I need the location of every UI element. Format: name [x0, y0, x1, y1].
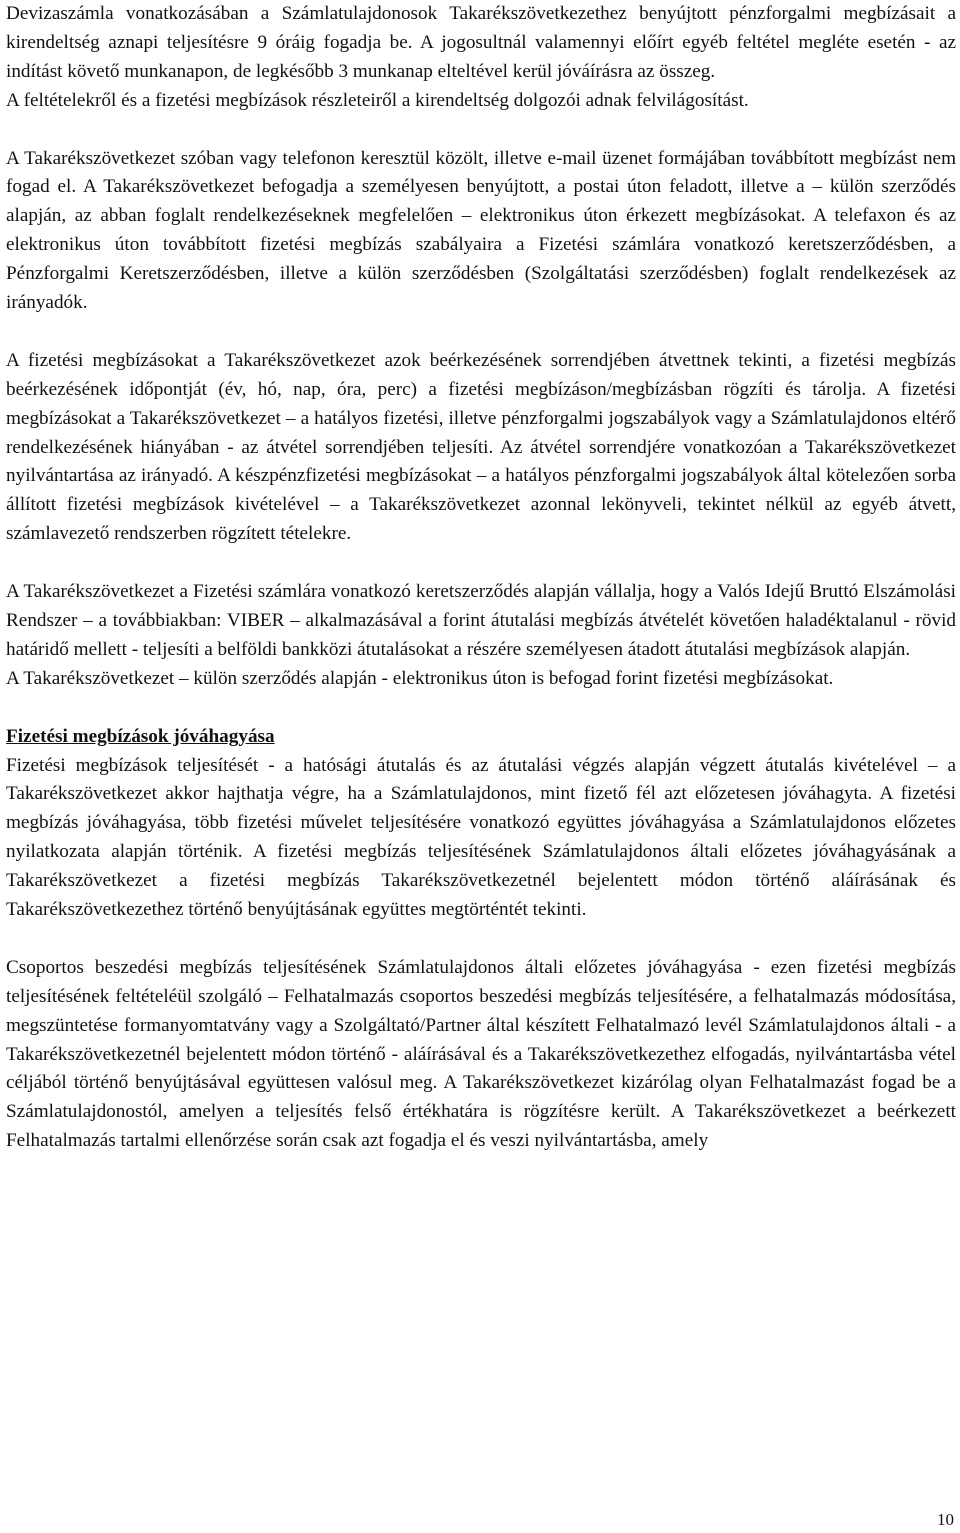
paragraph-accepted-orders: A Takarékszövetkezet szóban vagy telefonon keresztül közölt, illetve e-mail üzenet formájában továbbított megbízást nem fogad el. A Takarékszövetkezet befogadja a személyesen benyújtott, a postai úton feladott, illetve a – külön szerződés alapján, az abban foglalt rendelkezéseknek megfelelően – elektronikus úton érkezett megbízásokat. A telefaxon és az elektronikus úton továbbított fizetési megbízás szabályaira a Fizetési számlára vonatkozó keretszerződésben, a Pénzforgalmi Keretszerződésben, illetve a külön szerződésben (Szolgáltatási szerződésben) foglalt rendelkezések az irányadók.	[6, 147, 956, 314]
paragraph-electronic-orders: A Takarékszövetkezet – külön szerződés alapján - elektronikus úton is befogad forint fizetési megbízásokat.	[6, 667, 834, 689]
paragraph-branch-information: A feltételekről és a fizetési megbízások részleteiről a kirendeltség dolgozói adnak felvilágosítást.	[6, 89, 749, 111]
section-heading: Fizetési megbízások jóváhagyása	[6, 725, 275, 747]
paragraph-spacer	[6, 549, 956, 578]
paragraph-spacer	[6, 318, 956, 347]
document-page	[6, 0, 956, 1156]
paragraph-spacer	[6, 116, 956, 145]
paragraph-spacer	[6, 694, 956, 723]
paragraph-foreign-currency-account: Devizaszámla vonatkozásában a Számlatulajdonosok Takarékszövetkezethez benyújtott pénzforgalmi megbízásait a kirendeltség aznapi teljesítésre 9 óráig fogadja be. A jogosultnál valamennyi előírt egyéb feltétel megléte esetén - az indítást követő munkanapon, de legkésőbb 3 munkanap elteltével kerül jóváírásra az összeg.	[6, 3, 956, 82]
paragraph-spacer	[6, 925, 956, 954]
paragraph-viber: A Takarékszövetkezet a Fizetési számlára vonatkozó keretszerződés alapján vállalja, hogy a Valós Idejű Bruttó Elszámolási Rendszer – a továbbiakban: VIBER – alkalmazásával a forint átutalási megbízás átvételét követően haladéktalanul - rövid határidő mellett - teljesíti a belföldi bankközi átutalásokat a részére személyesen átadott átutalási megbízások alapján.	[6, 581, 956, 660]
paragraph-order-sequence: A fizetési megbízásokat a Takarékszövetkezet azok beérkezésének sorrendjében átvettnek tekinti, a fizetési megbízás beérkezésének időpontját (év, hó, nap, óra, perc) a fizetési megbízáson/megbízásban rögzíti és tárolja. A fizetési megbízásokat a Takarékszövetkezet – a hatályos fizetési, illetve pénzforgalmi jogszabályok vagy a Számlatulajdonos eltérő rendelkezésének hiányában - az átvétel sorrendjében teljesíti. Az átvétel sorrendjére vonatkozóan a Takarékszövetkezet nyilvántartása az irányadó. A készpénzfizetési megbízásokat – a hatályos pénzforgalmi jogszabályok által kötelezően sorba állított fizetési megbízások kivételével – a Takarékszövetkezet azonnal lekönyveli, tekintet nélkül az egyéb átvett, számlavezető rendszerben rögzített tételekre.	[6, 349, 956, 545]
paragraph-direct-debit: Csoportos beszedési megbízás teljesítésének Számlatulajdonos általi előzetes jóváhagyása - ezen fizetési megbízás teljesítésének feltételéül szolgáló – Felhatalmazás csoportos beszedési megbízás teljesítésére, a felhatalmazás módosítása, megszüntetése formanyomtatvány vagy a Szolgáltató/Partner által készített Felhatalmazó levél Számlatulajdonos általi - a Takarékszövetkezetnél bejelentett módon történő - aláírásával és a Takarékszövetkezethez elfogadás, nyilvántartásba vétel céljából történő benyújtásával együttesen valósul meg. A Takarékszövetkezet kizárólag olyan Felhatalmazást fogad be a Számlatulajdonostól, amelyen a teljesítés felső értékhatára is rögzítésre került. A Takarékszövetkezet a beérkezett Felhatalmazás tartalmi ellenőrzése során csak azt fogadja el és veszi nyilvántartásba, amely	[6, 956, 956, 1152]
page-number: 10	[937, 1510, 954, 1529]
paragraph-approval: Fizetési megbízások teljesítését - a hatósági átutalás és az átutalási végzés alapján végzett átutalás kivételével – a Takarékszövetkezet akkor hajthatja végre, ha a Számlatulajdonos, mint fizető fél azt előzetesen jóváhagyta. A fizetési megbízás jóváhagyása, több fizetési művelet teljesítésére vonatkozó együttes jóváhagyása a Számlatulajdonos előzetes nyilatkozata alapján történik. A fizetési megbízás teljesítésének Számlatulajdonos általi előzetes jóváhagyásának a Takarékszövetkezet a fizetési megbízás Takarékszövetkezetnél bejelentett módon történő aláírásának és Takarékszövetkezethez történő benyújtásának együttes megtörténtét tekinti.	[6, 754, 956, 921]
